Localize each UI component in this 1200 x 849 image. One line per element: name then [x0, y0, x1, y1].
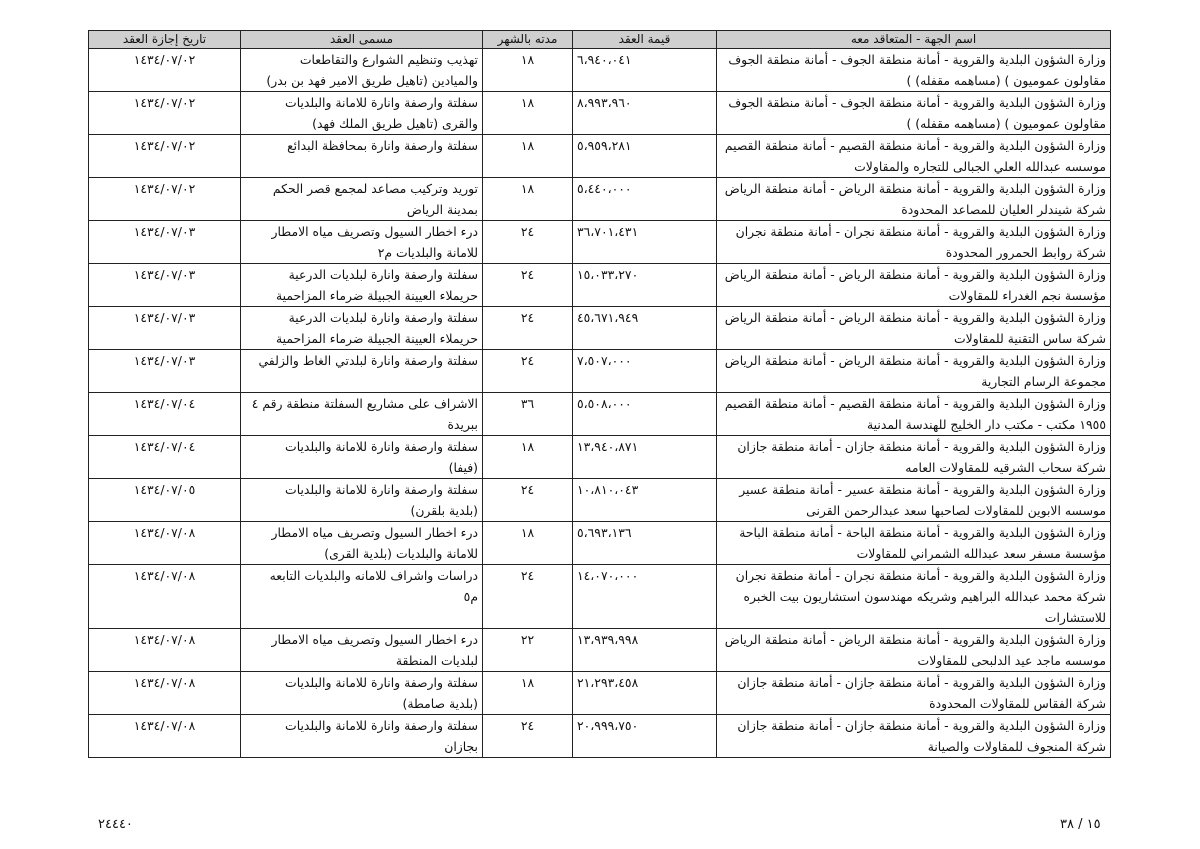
cell-value: ٥،٦٩٣،١٣٦: [573, 522, 717, 565]
cell-date: ١٤٣٤/٠٧/٠٢: [89, 49, 241, 92]
cell-contract-name-line: سفلتة وارصفة وانارة لبلديات الدرعية: [288, 267, 478, 282]
cell-months: ٣٦: [483, 393, 573, 436]
cell-contract-name-line: درء اخطار السيول وتصريف مياه الامطار: [271, 525, 478, 540]
cell-value: ١٣،٩٣٩،٩٩٨: [573, 629, 717, 672]
cell-contract-name: [241, 264, 483, 307]
cell-date: ١٤٣٤/٠٧/٠٣: [89, 350, 241, 393]
cell-months: ٢٤: [483, 264, 573, 307]
cell-entity-line: شركة المنجوف للمقاولات والصيانة: [927, 739, 1106, 754]
cell-date: ١٤٣٤/٠٧/٠٢: [89, 92, 241, 135]
cell-contract-name: [241, 135, 483, 178]
cell-entity-line: وزارة الشؤون البلدية والقروية - أمانة منطقة جازان - أمانة منطقة جازان: [737, 718, 1106, 733]
cell-entity: [717, 178, 1111, 221]
cell-entity-line: وزارة الشؤون البلدية والقروية - أمانة منطقة نجران - أمانة منطقة نجران: [735, 224, 1106, 239]
cell-date: ١٤٣٤/٠٧/٠٢: [89, 178, 241, 221]
page-number: ١٥ / ٣٨: [1060, 817, 1101, 832]
cell-entity-line: مقاولون عموميون ) (مساهمه مقفله) ): [906, 116, 1106, 131]
cell-entity-line: وزارة الشؤون البلدية والقروية - أمانة منطقة الباحة - أمانة منطقة الباحة: [739, 525, 1106, 540]
cell-entity-line: مقاولون عموميون ) (مساهمه مقفله) ): [906, 73, 1106, 88]
cell-contract-name: [241, 178, 483, 221]
cell-contract-name-line: (بلدية صامطة): [402, 696, 478, 711]
cell-contract-name-line: والميادين (تاهيل طريق الامير فهد بن بدر): [266, 73, 478, 88]
cell-contract-name-line: سفلتة وارصفة وانارة بمحافظة البدائع: [287, 138, 478, 153]
cell-entity: [717, 436, 1111, 479]
cell-value: ٢٠،٩٩٩،٧٥٠: [573, 715, 717, 758]
cell-value: ١٠،٨١٠،٠٤٣: [573, 479, 717, 522]
cell-contract-name: [241, 479, 483, 522]
cell-entity: [717, 135, 1111, 178]
cell-entity-line: وزارة الشؤون البلدية والقروية - أمانة منطقة القصيم - أمانة منطقة القصيم: [724, 396, 1106, 411]
table-row: [89, 221, 1111, 264]
table-row: [89, 436, 1111, 479]
cell-months: ١٨: [483, 135, 573, 178]
cell-contract-name-line: سفلتة وارصفة وانارة لبلدتي الغاط والزلفي: [258, 353, 478, 368]
cell-contract-name-line: درء اخطار السيول وتصريف مياه الامطار: [271, 224, 478, 239]
cell-entity: [717, 264, 1111, 307]
cell-contract-name: [241, 307, 483, 350]
cell-value: ٤٥،٦٧١،٩٤٩: [573, 307, 717, 350]
table-row: [89, 715, 1111, 758]
cell-entity: [717, 672, 1111, 715]
cell-contract-name-line: لبلديات المنطقة: [395, 653, 478, 668]
cell-entity-line: وزارة الشؤون البلدية والقروية - أمانة منطقة الجوف - أمانة منطقة الجوف: [728, 95, 1106, 110]
cell-entity: [717, 350, 1111, 393]
cell-contract-name-line: سفلتة وارصفة وانارة للامانة والبلديات: [285, 95, 478, 110]
cell-contract-name-line: دراسات واشراف للامانه والبلديات التابعه: [269, 568, 478, 583]
contracts-table: [88, 30, 1111, 758]
cell-contract-name-line: للامانة والبلديات (بلدية القرى): [324, 546, 478, 561]
cell-months: ١٨: [483, 92, 573, 135]
header-months: مدته بالشهر: [483, 31, 573, 49]
footer-number: ٢٤٤٤٠: [98, 817, 133, 832]
cell-contract-name-line: سفلتة وارصفة وانارة للامانة والبلديات: [285, 439, 478, 454]
cell-value: ٦،٩٤٠،٠٤١: [573, 49, 717, 92]
cell-entity-line: موسسه الابوين للمقاولات لصاحبها سعد عبدالرحمن القرنى: [806, 503, 1106, 518]
cell-entity-line: مؤسسة نجم الغدراء للمقاولات: [948, 288, 1106, 303]
cell-date: ١٤٣٤/٠٧/٠٤: [89, 436, 241, 479]
table-row: [89, 350, 1111, 393]
table-row: [89, 49, 1111, 92]
cell-entity-line: وزارة الشؤون البلدية والقروية - أمانة منطقة نجران - أمانة منطقة نجران: [735, 568, 1106, 583]
cell-date: ١٤٣٤/٠٧/٠٨: [89, 565, 241, 629]
cell-entity: [717, 393, 1111, 436]
cell-entity: [717, 479, 1111, 522]
cell-entity-line: وزارة الشؤون البلدية والقروية - أمانة منطقة الرياض - أمانة منطقة الرياض: [724, 267, 1106, 282]
cell-months: ١٨: [483, 522, 573, 565]
table-row: [89, 92, 1111, 135]
cell-months: ٢٢: [483, 629, 573, 672]
cell-entity-line: وزارة الشؤون البلدية والقروية - أمانة منطقة جازان - أمانة منطقة جازان: [737, 439, 1106, 454]
cell-contract-name-line: والقرى (تاهيل طريق الملك فهد): [312, 116, 478, 131]
header-name: مسمى العقد: [241, 31, 483, 49]
cell-contract-name-line: بمدينة الرياض: [406, 202, 478, 217]
cell-entity: [717, 92, 1111, 135]
cell-entity-line: وزارة الشؤون البلدية والقروية - أمانة منطقة جازان - أمانة منطقة جازان: [737, 675, 1106, 690]
cell-months: ٢٤: [483, 715, 573, 758]
cell-value: ٥،٥٠٨،٠٠٠: [573, 393, 717, 436]
cell-value: ٥،٩٥٩،٢٨١: [573, 135, 717, 178]
cell-contract-name: [241, 393, 483, 436]
cell-entity-line: موسسه عبدالله العلي الجبالى للتجاره والمقاولات: [854, 159, 1106, 174]
cell-entity-line: وزارة الشؤون البلدية والقروية - أمانة منطقة عسير - أمانة منطقة عسير: [739, 482, 1106, 497]
cell-contract-name: [241, 92, 483, 135]
cell-contract-name: [241, 436, 483, 479]
cell-contract-name-line: حريملاء العيينة الجبيلة ضرماء المزاحمية: [275, 331, 478, 346]
cell-value: ٣٦،٧٠١،٤٣١: [573, 221, 717, 264]
table-row: [89, 135, 1111, 178]
table-row: [89, 522, 1111, 565]
table-row: [89, 307, 1111, 350]
cell-contract-name-line: حريملاء العيينة الجبيلة ضرماء المزاحمية: [275, 288, 478, 303]
cell-contract-name-line: م٥: [463, 589, 478, 604]
cell-contract-name-line: بجازان: [444, 739, 478, 754]
cell-contract-name: [241, 715, 483, 758]
header-value: قيمة العقد: [573, 31, 717, 49]
table-row: [89, 393, 1111, 436]
cell-entity-line: شركة ساس التقنية للمقاولات: [953, 331, 1106, 346]
cell-months: ٢٤: [483, 479, 573, 522]
cell-months: ٢٤: [483, 221, 573, 264]
cell-contract-name-line: سفلتة وارصفة وانارة للامانة والبلديات: [285, 482, 478, 497]
table-header-row: [89, 31, 1111, 49]
cell-entity-line: وزارة الشؤون البلدية والقروية - أمانة منطقة الرياض - أمانة منطقة الرياض: [724, 310, 1106, 325]
header-entity: اسم الجهة - المتعاقد معه: [717, 31, 1111, 49]
cell-contract-name-line: (فيفا): [448, 460, 478, 475]
cell-contract-name-line: ببريدة: [447, 417, 478, 432]
header-date: تاريخ إجازة العقد: [89, 31, 241, 49]
table-body: [89, 49, 1111, 758]
cell-value: ٧،٥٠٧،٠٠٠: [573, 350, 717, 393]
cell-contract-name: [241, 629, 483, 672]
cell-date: ١٤٣٤/٠٧/٠٨: [89, 715, 241, 758]
cell-months: ١٨: [483, 178, 573, 221]
cell-entity-line: شركة سحاب الشرقيه للمقاولات العامه: [905, 460, 1106, 475]
cell-date: ١٤٣٤/٠٧/٠٣: [89, 264, 241, 307]
table-row: [89, 178, 1111, 221]
cell-entity-line: شركة شيندلر العليان للمصاعد المحدودة: [901, 202, 1106, 217]
cell-contract-name-line: (بلدية بلقرن): [410, 503, 478, 518]
cell-entity: [717, 629, 1111, 672]
table-row: [89, 264, 1111, 307]
cell-date: ١٤٣٤/٠٧/٠٤: [89, 393, 241, 436]
cell-contract-name-line: سفلتة وارصفة وانارة لبلديات الدرعية: [288, 310, 478, 325]
cell-value: ١٤،٠٧٠،٠٠٠: [573, 565, 717, 629]
cell-entity-line: شركة محمد عبدالله البراهيم وشريكه مهندسون استشاريون بيت الخبره: [743, 589, 1106, 604]
cell-entity: [717, 522, 1111, 565]
cell-contract-name-line: تهذيب وتنظيم الشوارع والتقاطعات: [299, 52, 478, 67]
cell-contract-name: [241, 49, 483, 92]
cell-date: ١٤٣٤/٠٧/٠٣: [89, 307, 241, 350]
cell-entity-line: وزارة الشؤون البلدية والقروية - أمانة منطقة الجوف - أمانة منطقة الجوف: [728, 52, 1106, 67]
cell-value: ١٣،٩٤٠،٨٧١: [573, 436, 717, 479]
cell-months: ٢٤: [483, 350, 573, 393]
cell-entity-line: وزارة الشؤون البلدية والقروية - أمانة منطقة القصيم - أمانة منطقة القصيم: [724, 138, 1106, 153]
cell-date: ١٤٣٤/٠٧/٠٣: [89, 221, 241, 264]
cell-date: ١٤٣٤/٠٧/٠٢: [89, 135, 241, 178]
cell-months: ٢٤: [483, 565, 573, 629]
cell-entity: [717, 221, 1111, 264]
table-row: [89, 479, 1111, 522]
table-row: [89, 565, 1111, 629]
cell-months: ١٨: [483, 672, 573, 715]
cell-contract-name: [241, 522, 483, 565]
cell-contract-name: [241, 221, 483, 264]
cell-months: ٢٤: [483, 307, 573, 350]
cell-contract-name-line: درء اخطار السيول وتصريف مياه الامطار: [271, 632, 478, 647]
cell-entity-line: موسسه ماجد عيد الدلبحى للمقاولات: [917, 653, 1106, 668]
cell-date: ١٤٣٤/٠٧/٠٥: [89, 479, 241, 522]
cell-entity-line: للاستشارات: [1044, 610, 1106, 625]
cell-entity: [717, 565, 1111, 629]
cell-entity-line: وزارة الشؤون البلدية والقروية - أمانة منطقة الرياض - أمانة منطقة الرياض: [724, 353, 1106, 368]
table-row: [89, 672, 1111, 715]
cell-date: ١٤٣٤/٠٧/٠٨: [89, 672, 241, 715]
cell-value: ٨،٩٩٣،٩٦٠: [573, 92, 717, 135]
cell-value: ٥،٤٤٠،٠٠٠: [573, 178, 717, 221]
cell-months: ١٨: [483, 436, 573, 479]
cell-months: ١٨: [483, 49, 573, 92]
cell-contract-name: [241, 350, 483, 393]
cell-entity-line: شركة روابط الحمرور المحدودة: [945, 245, 1106, 260]
cell-contract-name: [241, 565, 483, 629]
cell-entity-line: وزارة الشؤون البلدية والقروية - أمانة منطقة الرياض - أمانة منطقة الرياض: [724, 632, 1106, 647]
cell-contract-name-line: توريد وتركيب مصاعد لمجمع قصر الحكم: [272, 181, 478, 196]
cell-entity: [717, 307, 1111, 350]
cell-date: ١٤٣٤/٠٧/٠٨: [89, 522, 241, 565]
cell-contract-name-line: سفلتة وارصفة وانارة للامانة والبلديات: [285, 718, 478, 733]
table-row: [89, 629, 1111, 672]
cell-entity-line: مؤسسة مسفر سعد عبدالله الشمراني للمقاولات: [856, 546, 1106, 561]
cell-entity: [717, 49, 1111, 92]
cell-entity-line: مجموعة الرسام التجارية: [981, 374, 1106, 389]
cell-value: ٢١،٢٩٣،٤٥٨: [573, 672, 717, 715]
cell-entity-line: وزارة الشؤون البلدية والقروية - أمانة منطقة الرياض - أمانة منطقة الرياض: [724, 181, 1106, 196]
cell-contract-name-line: للامانة والبلديات م٢: [377, 245, 478, 260]
cell-contract-name-line: الاشراف على مشاريع السفلتة منطقة رقم ٤: [251, 396, 478, 411]
cell-entity: [717, 715, 1111, 758]
cell-contract-name-line: سفلتة وارصفة وانارة للامانة والبلديات: [285, 675, 478, 690]
cell-date: ١٤٣٤/٠٧/٠٨: [89, 629, 241, 672]
cell-contract-name: [241, 672, 483, 715]
cell-entity-line: ١٩٥٥ مكتب - مكتب دار الخليج للهندسة المدنية: [866, 417, 1106, 432]
cell-value: ١٥،٠٣٣،٢٧٠: [573, 264, 717, 307]
cell-entity-line: شركة الفقاس للمقاولات المحدودة: [929, 696, 1106, 711]
